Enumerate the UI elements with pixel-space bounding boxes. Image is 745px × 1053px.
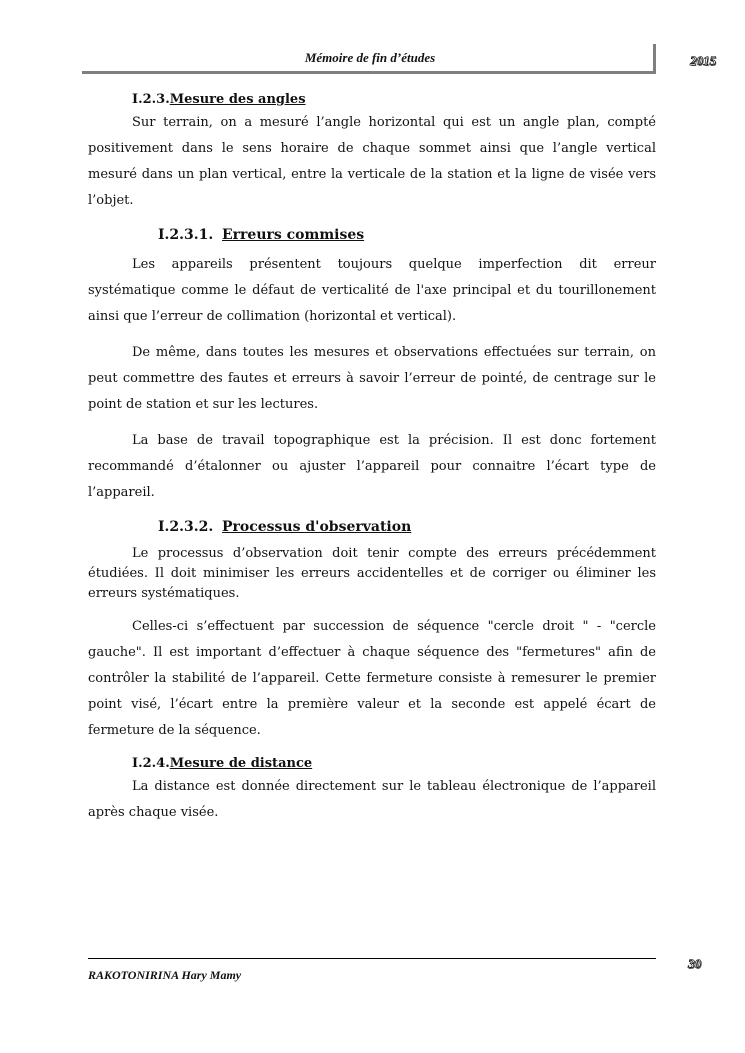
paragraph-erreurs-1: Les appareils présentent toujours quelque imperfection dit erreur systématique comme le défaut de verticalité de l'axe principal et du tourillonement ainsi que l’erreur de collimation (horizontal et vertical). (88, 257, 656, 324)
paragraph-erreurs-3: La base de travail topographique est la précision. Il est donc fortement recommandé d’étalonner ou ajuster l’appareil pour connaitre l’écart type de l’appareil. (88, 433, 656, 500)
subsection-number: I.2.3.2. (158, 519, 214, 535)
page-body (88, 90, 656, 826)
section-title: Mesure de distance (169, 756, 313, 771)
header-rule (82, 71, 656, 74)
section-heading-mesure-de-distance (132, 754, 656, 774)
section-number: I.2.3. (132, 92, 170, 107)
paragraph-processus-2: Celles-ci s’effectuent par succession de séquence "cercle droit " - "cercle gauche". Il est important d’effectuer à chaque séquence des "fermetures" afin de contrôler la stabilité de l’appareil. Cette fermeture consiste à remesurer le premier point visé, l’écart entre la première valeur et la seconde est appelé écart de fermeture de la séquence. (88, 619, 656, 738)
header-divider (653, 44, 656, 74)
paragraph-distance: La distance est donnée directement sur le tableau électronique de l’appareil après chaque visée. (88, 779, 656, 820)
section-number: I.2.4. (132, 756, 170, 771)
paragraph-angles: Sur terrain, on a mesuré l’angle horizontal qui est un angle plan, compté positivement dans le sens horaire de chaque sommet ainsi que l’angle vertical mesuré dans un plan vertical, entre la verticale de la station et la ligne de visée vers l’objet. (88, 115, 656, 208)
footer-author: RAKOTONIRINA Hary Mamy (88, 968, 242, 982)
paragraph-erreurs-2: De même, dans toutes les mesures et observations effectuées sur terrain, on peut commettre des fautes et erreurs à savoir l’erreur de pointé, de centrage sur le point de station et sur les lectures. (88, 345, 656, 412)
subsection-title: Erreurs commises (222, 227, 365, 243)
footer-rule (88, 958, 656, 959)
section-heading-mesure-des-angles (132, 90, 656, 110)
document-header-title: Mémoire de fin d’études (304, 50, 436, 65)
subsection-heading-erreurs-commises (158, 224, 656, 246)
section-title: Mesure des angles (169, 92, 306, 107)
subsection-number: I.2.3.1. (158, 227, 214, 243)
paragraph-processus-1: Le processus d’observation doit tenir compte des erreurs précédemment étudiées. Il doit minimiser les erreurs accidentelles et de corriger ou éliminer les erreurs systématiques. (88, 546, 656, 601)
header-year: 2015 (690, 53, 716, 68)
subsection-heading-processus-observation (158, 516, 656, 538)
subsection-title: Processus d'observation (222, 519, 412, 535)
page-number: 30 (688, 956, 701, 971)
